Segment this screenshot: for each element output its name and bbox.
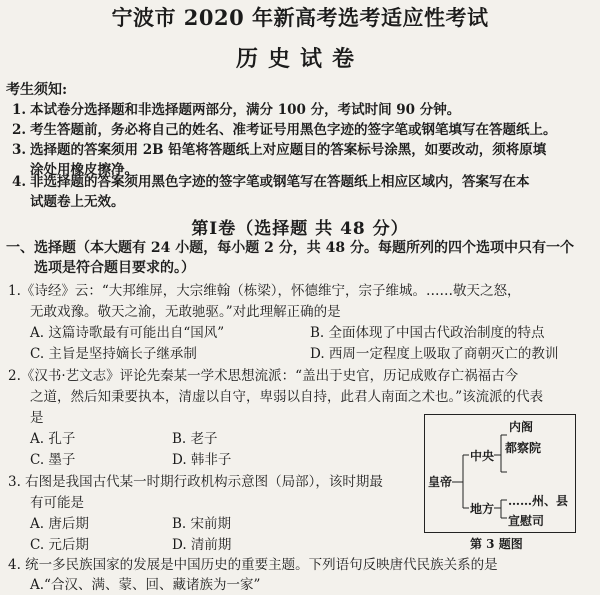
question-line: 是 xyxy=(30,410,44,426)
notice-item-text-continued: 试题卷上无效。 xyxy=(30,194,125,210)
question-4-option-a: A.“合汉、满、蒙、回、藏诸族为一家” xyxy=(30,577,261,593)
notice-item-4 xyxy=(12,172,592,212)
question-3-option-d: D. 清前期 xyxy=(172,537,232,553)
question-1-option-c: C. 主旨是坚持嫡长子继承制 xyxy=(30,346,197,362)
part-heading-line: 一、选择题（本大题有 24 小题，每小题 2 分，共 48 分。每题所列的四个选项中只有一个 xyxy=(6,240,574,256)
question-1-option-d: D. 西周一定程度上吸取了商朝灭亡的教训 xyxy=(310,346,559,362)
notice-item-text: 本试卷分选择题和非选择题两部分，满分 100 分，考试时间 90 分钟。 xyxy=(30,102,461,118)
question-line: 之道，然后知秉要执本，清虚以自守，卑弱以自持，此君人南面之术也。”该流派的代表 xyxy=(30,389,544,405)
notice-item-text-continued: 涂处用橡皮擦净。 xyxy=(30,162,138,178)
notice-item-number: 4. xyxy=(12,174,27,190)
notice-item-number: 2. xyxy=(12,122,27,138)
diagram-node-neige: 内阁 xyxy=(509,420,534,434)
notice-item-text: 非选择题的答案须用黑色字迹的签字笔或钢笔写在答题纸上相应区域内，答案写在本 xyxy=(30,174,530,190)
notice-item-2 xyxy=(12,120,592,140)
question-line: 3. 右图是我国古代某一时期行政机构示意图（局部），该时期最 xyxy=(8,474,383,490)
question-1-stem xyxy=(8,281,596,323)
diagram-caption: 第 3 题图 xyxy=(470,537,523,551)
question-3-option-c: C. 元后期 xyxy=(30,537,89,553)
notice-item-number: 1. xyxy=(12,102,27,118)
part-heading-line: 选项是符合题目要求的。） xyxy=(34,260,195,276)
notice-item-text: 考生答题前，务必将自己的姓名、准考证号用黑色字迹的签字笔或钢笔填写在答题纸上。 xyxy=(30,122,557,138)
question-1-option-a: A. 这篇诗歌最有可能出自“国风” xyxy=(30,325,225,341)
question-line: 4. 统一多民族国家的发展是中国历史的重要主题。下列语句反映唐代民族关系的是 xyxy=(8,557,498,573)
exam-title: 宁波市 2020 年新高考选考适应性考试 xyxy=(111,5,489,30)
question-1-option-b: B. 全面体现了中国古代政治制度的特点 xyxy=(310,325,545,341)
question-2-option-c: C. 墨子 xyxy=(30,452,76,468)
diagram-node-emperor: 皇帝 xyxy=(428,475,453,489)
diagram-node-duchayuan: 都察院 xyxy=(505,441,542,455)
question-2-option-d: D. 韩非子 xyxy=(172,452,232,468)
question-line: 无敢戏豫。敬天之渝，无敢驰驱。”对此理解正确的是 xyxy=(30,304,341,320)
subject-title: 历史试卷 xyxy=(235,46,364,72)
diagram-node-zhouxian: ……州、县 xyxy=(508,494,569,508)
notice-item-number: 3. xyxy=(12,142,27,158)
notice-item-1 xyxy=(12,100,592,120)
question-3-option-a: A. 唐后期 xyxy=(30,516,89,532)
diagram-node-xuanweisi: 宣慰司 xyxy=(508,514,545,528)
section-title: 第Ⅰ卷（选择题 共 48 分） xyxy=(191,219,409,239)
question-line: 1.《诗经》云：“大邦维屏，大宗维翰（栋梁），怀德维宁，宗子维城。……敬天之怒， xyxy=(8,283,521,299)
diagram-node-central: 中央 xyxy=(470,449,495,463)
question-2-option-b: B. 老子 xyxy=(172,431,218,447)
part-heading xyxy=(6,238,594,278)
question-2-option-a: A. 孔子 xyxy=(30,431,76,447)
question-3-option-b: B. 宋前期 xyxy=(172,516,232,532)
administrative-structure-diagram xyxy=(424,414,576,533)
notice-heading: 考生须知: xyxy=(6,82,68,98)
notice-item-text: 选择题的答案须用 2B 铅笔将答题纸上对应题目的答案标号涂黑，如要改动，须将原填 xyxy=(30,142,547,158)
question-line: 有可能是 xyxy=(30,495,84,511)
question-line: 2.《汉书·艺文志》评论先秦某一学术思想流派：“盖出于史官，历记成败存亡祸福古今 xyxy=(8,368,519,384)
question-4-stem xyxy=(8,555,596,576)
diagram-node-local: 地方 xyxy=(470,502,495,516)
